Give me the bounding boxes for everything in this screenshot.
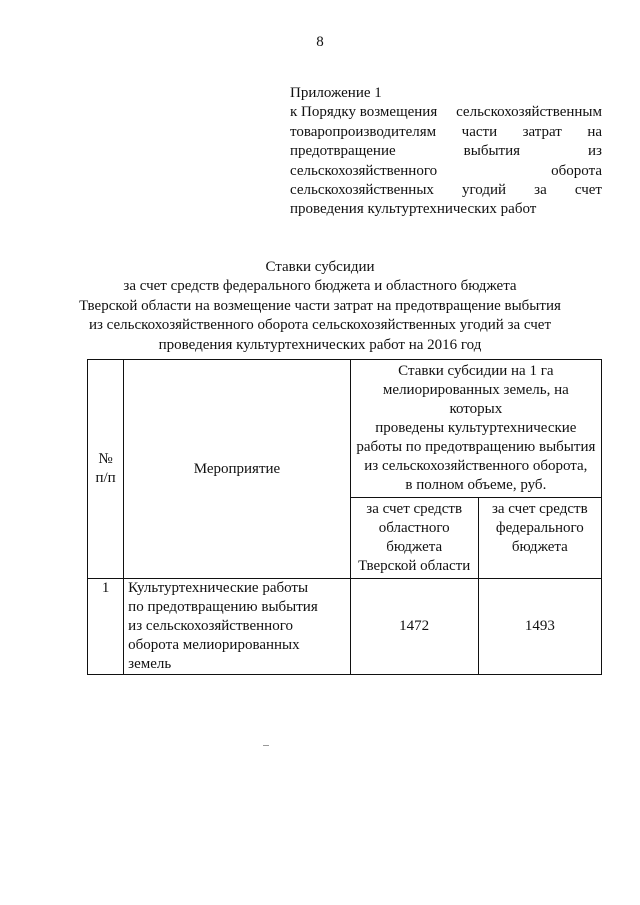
appendix-line: [290, 84, 602, 103]
appendix-word: из: [588, 143, 602, 160]
scan-mark: [263, 745, 269, 746]
header-federal-budget: за счет средств федерального бюджета: [478, 498, 601, 579]
appendix-word: предотвращение: [290, 143, 396, 160]
appendix-word: части: [461, 123, 498, 140]
appendix-line: [290, 103, 602, 122]
table-header-row: [88, 360, 602, 498]
row-event-name: Культуртехнические работы по предотвращению выбытия из сельскохозяйственного оборота мелиорированных земель: [124, 579, 351, 675]
appendix-word: Приложение 1: [290, 85, 382, 101]
appendix-word: затрат: [522, 123, 562, 140]
appendix-word: сельскохозяйственных: [290, 182, 434, 199]
row-regional-value: 1472: [350, 579, 478, 675]
row-federal-value: 1493: [478, 579, 601, 675]
header-number: № п/п: [88, 360, 124, 579]
appendix-line: [290, 200, 602, 219]
title-line: проведения культуртехнических работ на 2016 год: [158, 336, 482, 353]
appendix-word: сельскохозяйственного: [290, 162, 438, 179]
appendix-word: товаропроизводителям: [290, 123, 437, 140]
header-event: Мероприятие: [124, 360, 351, 579]
appendix-word: за: [534, 182, 547, 199]
subsidy-rates-table: [87, 359, 602, 675]
page-number: 8: [316, 34, 324, 50]
document-title: [0, 258, 640, 355]
header-regional-budget: за счет средств областного бюджета Тверской области: [350, 498, 478, 579]
appendix-word: сельскохозяйственным: [456, 104, 602, 121]
appendix-word: оборота: [551, 162, 602, 179]
appendix-block: [290, 84, 602, 220]
appendix-line: [290, 123, 602, 142]
table-row: [88, 579, 602, 675]
appendix-word: на: [587, 123, 602, 140]
title-line: из сельскохозяйственного оборота сельскохозяйственных угодий за счет: [88, 317, 552, 334]
header-rates-group: Ставки субсидии на 1 га мелиорированных земель, на которых проведены культуртехнические работы по предотвращению выбытия из сельскохозяйственного оборота, в полном объеме, руб.: [350, 360, 601, 498]
appendix-word: счет: [574, 182, 602, 199]
appendix-word: выбытия: [463, 143, 521, 160]
row-number: 1: [88, 579, 124, 675]
title-line: за счет средств федерального бюджета и областного бюджета: [123, 278, 517, 295]
appendix-word: к Порядку возмещения: [290, 104, 438, 121]
title-line: Ставки субсидии: [265, 259, 375, 275]
appendix-word: угодий: [462, 182, 507, 199]
appendix-line: [290, 142, 602, 161]
appendix-word: проведения культуртехнических работ: [290, 201, 537, 218]
title-line: Тверской области на возмещение части затрат на предотвращение выбытия: [79, 297, 561, 314]
appendix-line: [290, 162, 602, 181]
appendix-line: [290, 181, 602, 200]
